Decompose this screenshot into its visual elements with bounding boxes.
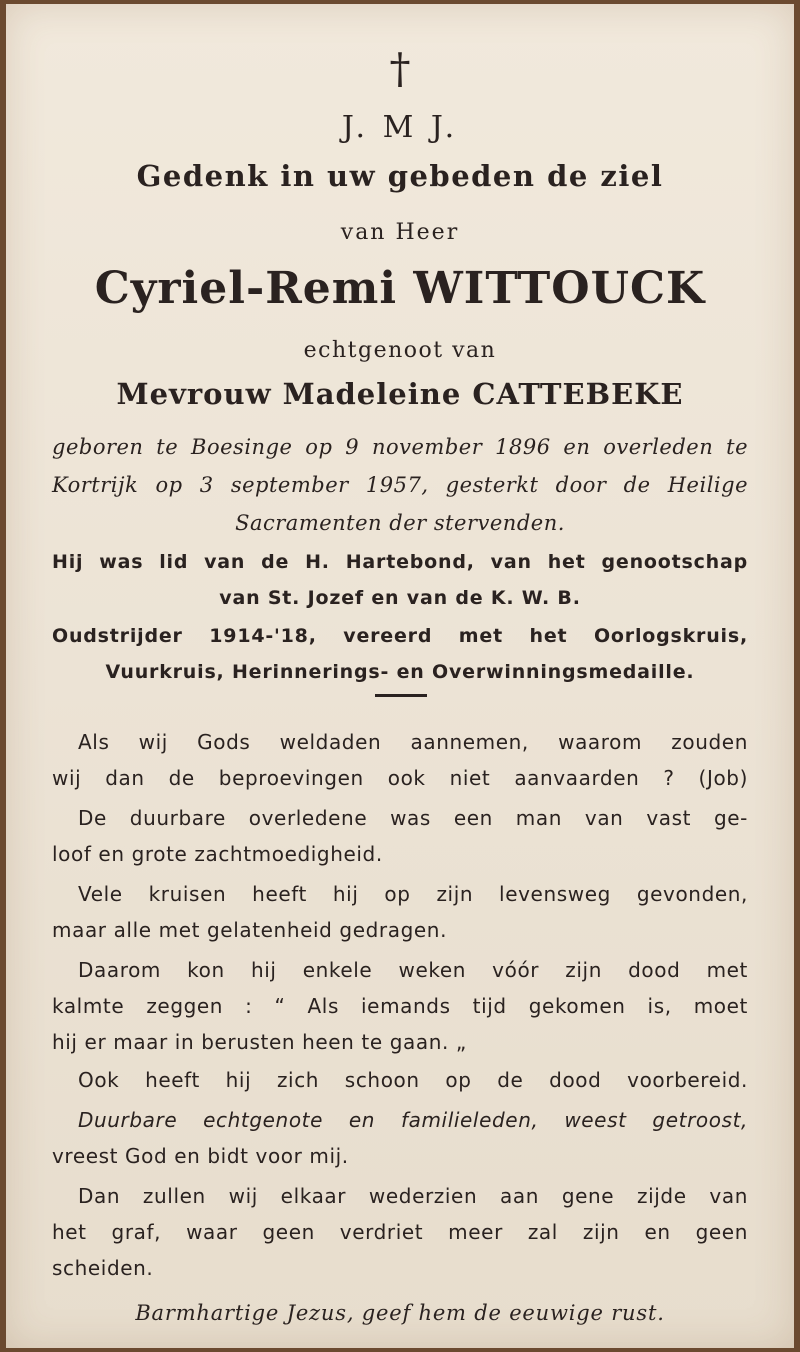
paragraph-line: Als wij Gods weldaden aannemen, waarom zouden: [78, 730, 748, 754]
paragraph-line: Ook heeft hij zich schoon op de dood voorbereid.: [78, 1068, 748, 1092]
paragraph-line: wij dan de beproevingen ook niet aanvaarden ? (Job): [52, 766, 748, 790]
paragraph-line: De duurbare overledene was een man van vast ge-: [78, 806, 748, 830]
reflection-paragraph-2-cont: [52, 836, 748, 872]
cross-symbol: †: [389, 44, 411, 93]
birth-death-text: [52, 428, 748, 542]
paragraph-line: scheiden.: [52, 1256, 154, 1280]
birth-death-line: geboren te Boesinge op 9 november 1896 en overleden te: [52, 435, 748, 459]
reflection-paragraph-5: [52, 1062, 748, 1098]
reflection-paragraph-1-cont: [52, 760, 748, 796]
honorific: van Heer: [340, 220, 460, 245]
section-divider: [375, 694, 427, 697]
membership-line: van St. Jozef en van de K. W. B.: [219, 587, 581, 609]
spouse-intro: echtgenoot van: [303, 338, 497, 363]
veteran-line: Vuurkruis, Herinnerings- en Overwinningsmedaille.: [105, 661, 695, 683]
reflection-paragraph-2: [52, 800, 748, 836]
prayer-heading: Gedenk in uw gebeden de ziel: [136, 159, 664, 193]
reflection-paragraph-3: [52, 876, 748, 912]
paragraph-line: het graf, waar geen verdriet meer zal zijn en geen: [52, 1220, 748, 1244]
paragraph-line: Daarom kon hij enkele weken vóór zijn dood met: [78, 958, 748, 982]
paragraph-line: hij er maar in berusten heen te gaan. „: [52, 1030, 467, 1054]
paragraph-line: loof en grote zachtmoedigheid.: [52, 842, 383, 866]
closing-prayer: Barmhartige Jezus, geef hem de eeuwige rust.: [135, 1301, 665, 1325]
reflection-paragraph-1: [52, 724, 748, 760]
paragraph-line: vreest God en bidt voor mij.: [52, 1144, 349, 1168]
reflection-paragraph-4: [52, 952, 748, 988]
membership-text: [52, 544, 748, 616]
paragraph-line: Duurbare echtgenote en familieleden, weest getroost,: [78, 1108, 748, 1132]
birth-death-line: Sacramenten der stervenden.: [235, 511, 565, 535]
birth-death-line: Kortrijk op 3 september 1957, gesterkt door de Heilige: [52, 473, 748, 497]
paragraph-line: Dan zullen wij elkaar wederzien aan gene zijde van: [78, 1184, 748, 1208]
paragraph-line: Vele kruisen heeft hij op zijn levensweg gevonden,: [78, 882, 748, 906]
reflection-paragraph-4-cont: [52, 988, 748, 1060]
veteran-text: [52, 618, 748, 690]
reflection-paragraph-3-cont: [52, 912, 748, 948]
veteran-line: Oudstrijder 1914-'18, vereerd met het Oorlogskruis,: [52, 625, 748, 647]
memorial-card: [6, 4, 794, 1348]
membership-line: Hij was lid van de H. Hartebond, van het genootschap: [52, 551, 748, 573]
paragraph-line: maar alle met gelatenheid gedragen.: [52, 918, 448, 942]
deceased-name: Cyriel-Remi WITTOUCK: [94, 263, 706, 314]
reflection-paragraph-7-cont: [52, 1214, 748, 1286]
reflection-paragraph-7: [52, 1178, 748, 1214]
paragraph-line: kalmte zeggen : “ Als iemands tijd gekomen is, moet: [52, 994, 748, 1018]
initials: J. M J.: [341, 110, 459, 145]
spouse-name: Mevrouw Madeleine CATTEBEKE: [116, 377, 684, 411]
reflection-paragraph-6-cont: [52, 1138, 748, 1174]
reflection-paragraph-6: [52, 1102, 748, 1138]
